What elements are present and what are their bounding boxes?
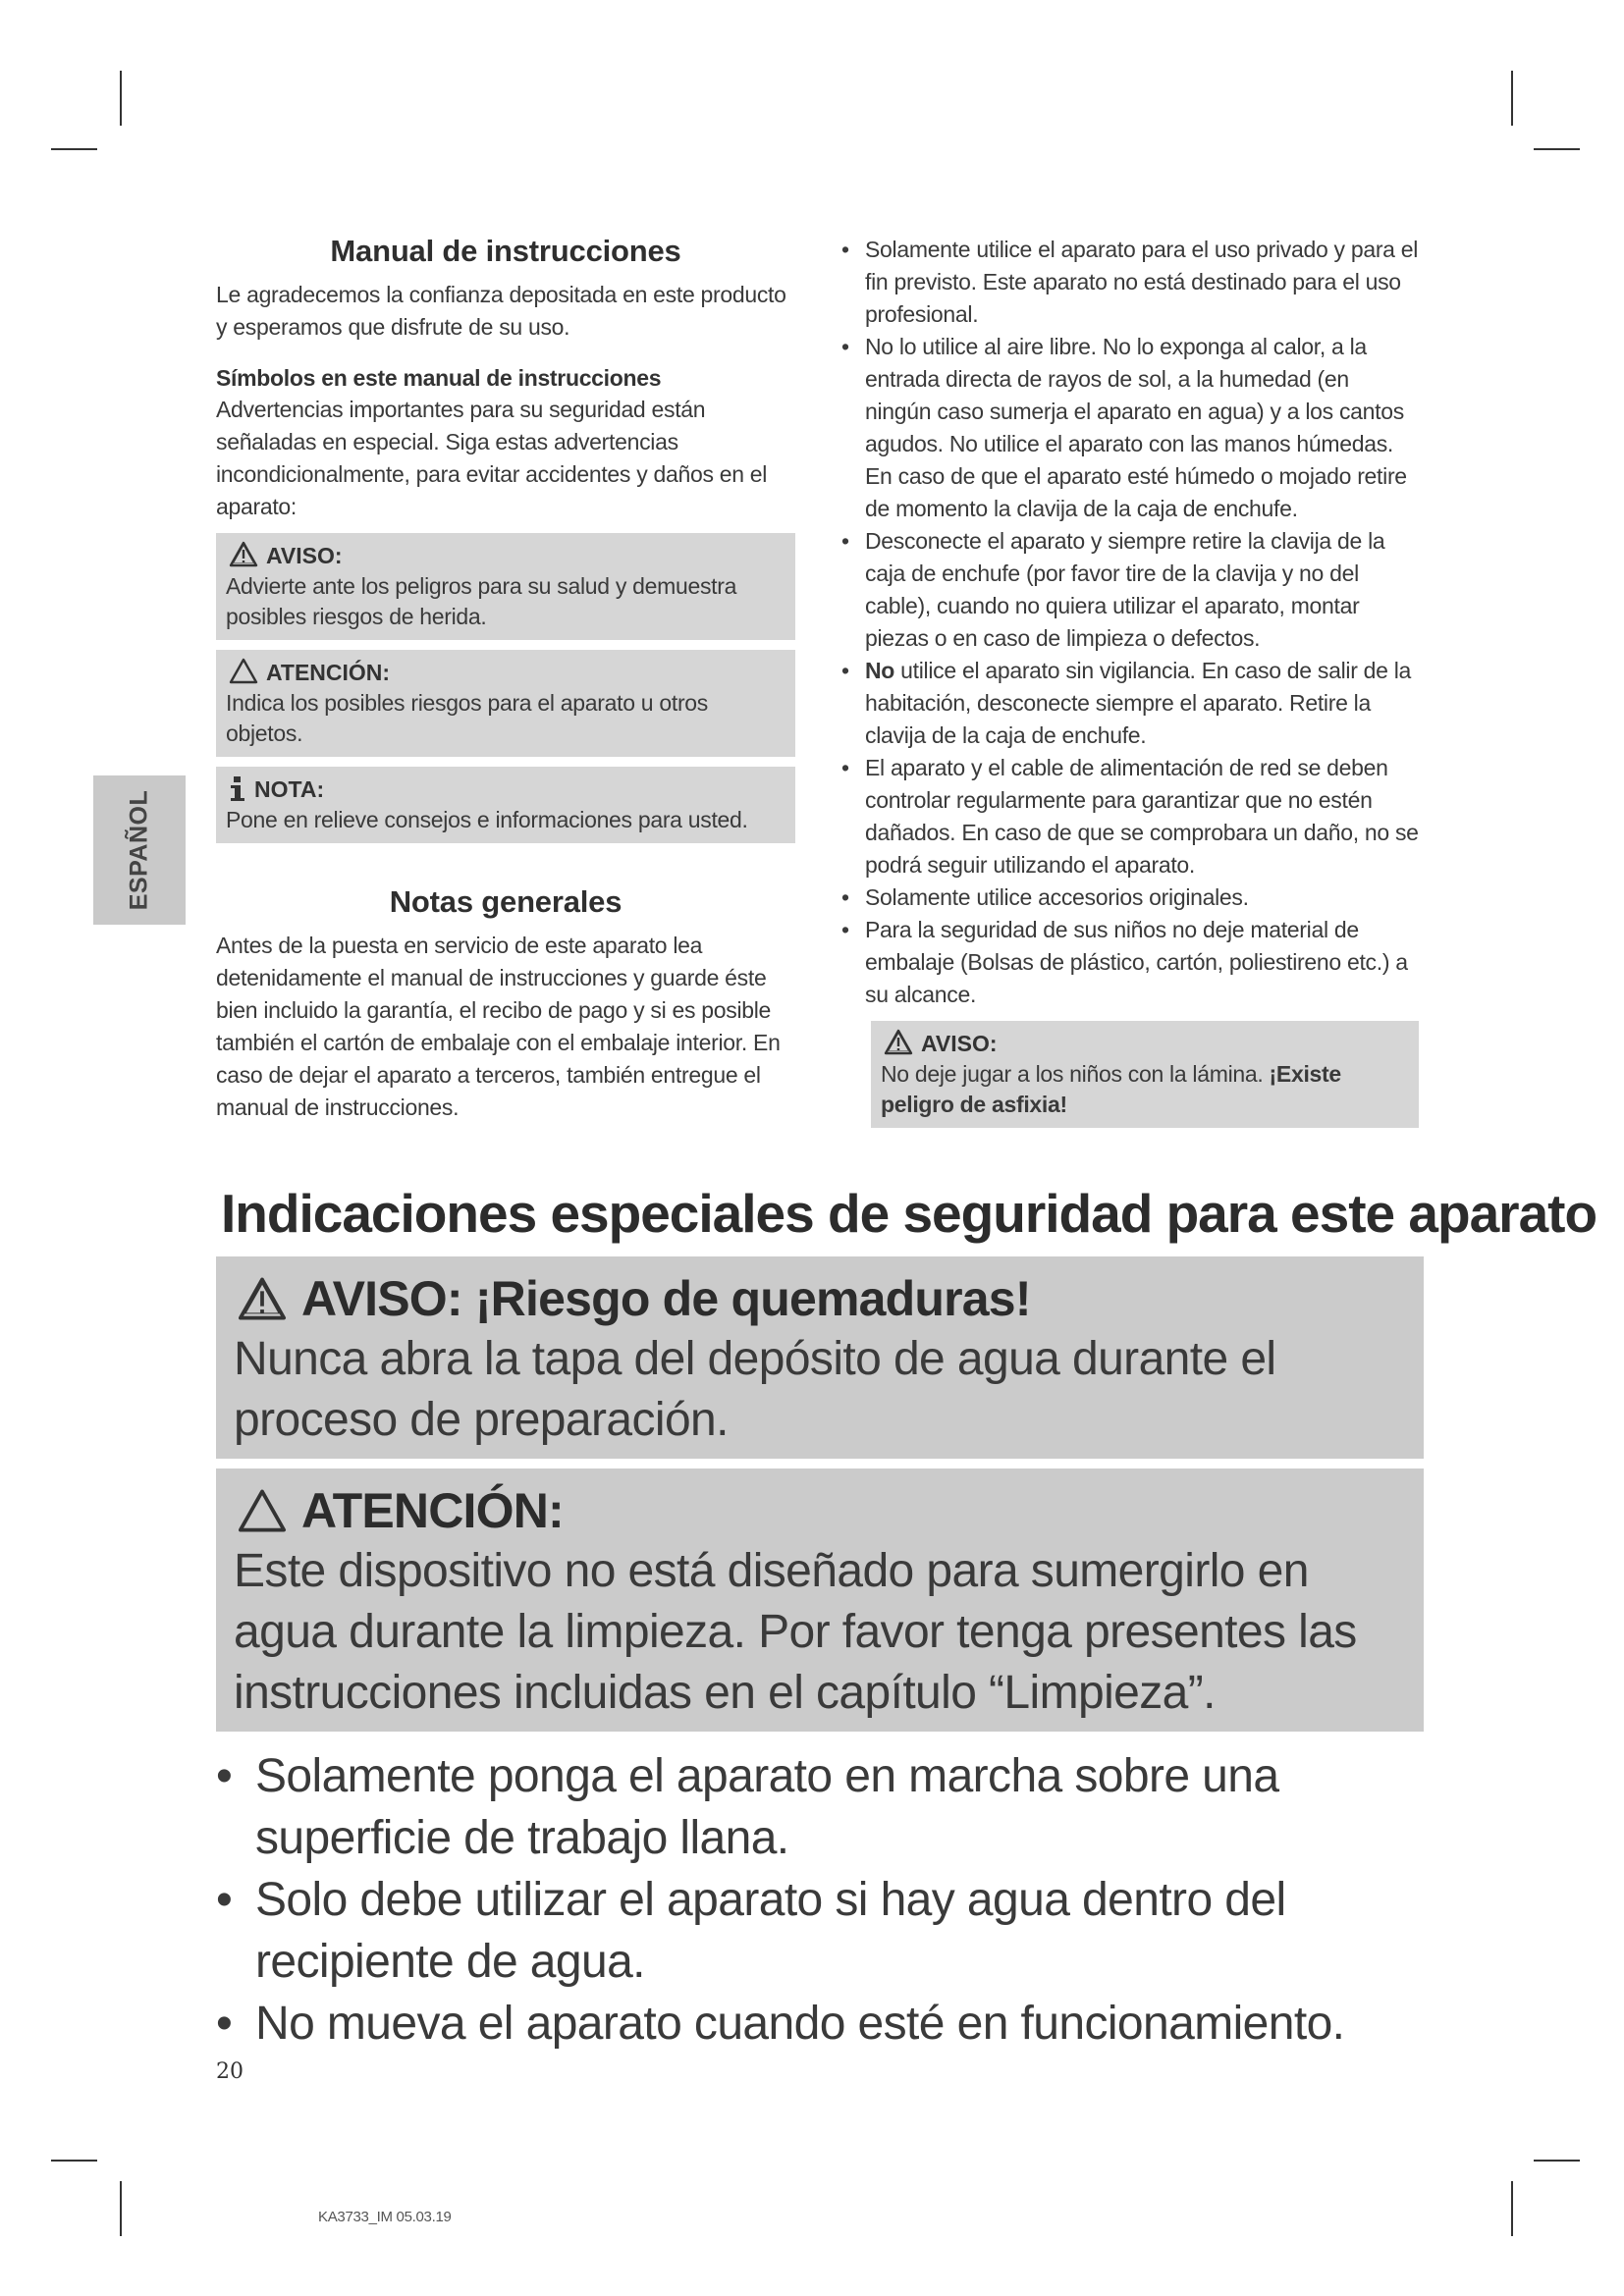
safety-bullet-list [839, 234, 1419, 1011]
submerge-caution-notice [216, 1468, 1424, 1732]
language-tab [93, 775, 186, 925]
list-item: • El aparato y el cable de alimentación de red se deben controlar regularmente para garantizar que no estén dañados. En caso de que se comprobara un daño, no se podrá seguir utilizando el aparato. [841, 755, 1419, 878]
crop-mark [51, 148, 97, 150]
warning-triangle-icon [237, 1276, 288, 1321]
atencion-notice [216, 650, 795, 757]
left-column [216, 234, 795, 1124]
list-item: • Solamente utilice el aparato para el uso privado y para el fin previsto. Este aparato no está destinado para el uso profesional. [841, 237, 1419, 327]
aviso-children-title: AVISO: [921, 1031, 998, 1056]
page-number: 20 [216, 2059, 244, 2084]
caution-triangle-icon [229, 658, 258, 684]
crop-mark [1511, 71, 1513, 126]
nota-title: NOTA: [254, 776, 325, 802]
right-column [839, 234, 1419, 1128]
atencion-text: Indica los posibles riesgos para el aparato u otros objetos. [226, 690, 708, 746]
crop-mark [1534, 148, 1580, 150]
list-item: • No mueva el aparato cuando esté en funcionamiento. [216, 1998, 1345, 2050]
list-item: • Para la seguridad de sus niños no deje material de embalaje (Bolsas de plástico, cartón, poliestireno etc.) a su alcance. [841, 917, 1408, 1007]
submerge-caution-text: Este dispositivo no está diseñado para sumergirlo en agua durante la limpieza. Por favor tenga presentes las instrucciones incluidas en el capítulo “Limpieza”. [234, 1545, 1357, 1719]
caution-triangle-icon [237, 1488, 288, 1533]
list-item: • No lo utilice al aire libre. No lo exponga al calor, a la entrada directa de rayos de sol, a la humedad (en ningún caso sumerja el aparato en agua) y a los cantos agudos. No utilice el aparato con las manos húmedas. En caso de que el aparato esté húmedo o mojado retire de momento la clavija de la caja de enchufe. [841, 334, 1407, 521]
burn-risk-text: Nunca abra la tapa del depósito de agua durante el proceso de preparación. [234, 1333, 1276, 1446]
crop-mark [120, 71, 122, 126]
crop-mark [120, 2181, 122, 2236]
list-item: • Solamente ponga el aparato en marcha sobre una superficie de trabajo llana. [216, 1750, 1279, 1864]
intro-text: Le agradecemos la confianza depositada en este producto y esperamos que disfrute de su uso. [216, 282, 786, 340]
burn-risk-title: AVISO: ¡Riesgo de quemaduras! [301, 1271, 1031, 1326]
list-item: • Solamente utilice accesorios originales. [841, 884, 1249, 910]
aviso-notice [216, 533, 795, 640]
crop-mark [51, 2160, 97, 2162]
aviso-title: AVISO: [266, 543, 343, 568]
special-bullet-list [216, 1745, 1424, 2055]
burn-risk-notice [216, 1256, 1424, 1459]
nota-text: Pone en relieve consejos e informaciones para usted. [226, 807, 748, 832]
general-notes-heading: Notas generales [389, 884, 623, 919]
crop-mark [1511, 2181, 1513, 2236]
aviso-notice-children [871, 1021, 1419, 1128]
symbols-text: Advertencias importantes para su seguridad están señaladas en especial. Siga estas advertencias incondicionalmente, para evitar accidentes y daños en el aparato: [216, 397, 768, 519]
warning-triangle-icon [229, 541, 258, 567]
footer-code: KA3733_IM 05.03.19 [318, 2209, 452, 2225]
general-notes-text: Antes de la puesta en servicio de este aparato lea detenidamente el manual de instrucciones y guarde éste bien incluido la garantía, el recibo de pago y si es posible también el cartón de embalaje con el embalaje interior. En caso de dejar el aparato a terceros, también entregue el manual de instrucciones. [216, 933, 781, 1120]
language-tab-label: ESPAÑOL [125, 789, 153, 911]
special-safety-section [216, 1182, 1597, 2055]
symbols-heading: Símbolos en este manual de instrucciones [216, 365, 662, 391]
list-item: • Desconecte el aparato y siempre retire la clavija de la caja de enchufe (por favor tire de la clavija y no del cable), cuando no quiera utilizar el aparato, montar piezas o en caso de limpieza o defectos. [841, 528, 1385, 651]
atencion-title: ATENCIÓN: [266, 660, 391, 685]
list-item: • Solo debe utilizar el aparato si hay agua dentro del recipiente de agua. [216, 1874, 1286, 1988]
special-safety-title: Indicaciones especiales de seguridad para este aparato [221, 1183, 1597, 1244]
warning-triangle-icon [884, 1029, 913, 1055]
aviso-text: Advierte ante los peligros para su salud y demuestra posibles riesgos de herida. [226, 573, 737, 629]
aviso-children-text: No deje jugar a los niños con la lámina. ¡Existe peligro de asfixia! [881, 1061, 1341, 1117]
manual-title: Manual de instrucciones [330, 234, 681, 268]
info-icon [229, 775, 246, 801]
crop-mark [1534, 2160, 1580, 2162]
nota-notice [216, 767, 795, 843]
submerge-caution-title: ATENCIÓN: [301, 1483, 564, 1538]
list-item: • No utilice el aparato sin vigilancia. En caso de salir de la habitación, desconecte siempre el aparato. Retire la clavija de la caja de enchufe. [841, 658, 1412, 748]
